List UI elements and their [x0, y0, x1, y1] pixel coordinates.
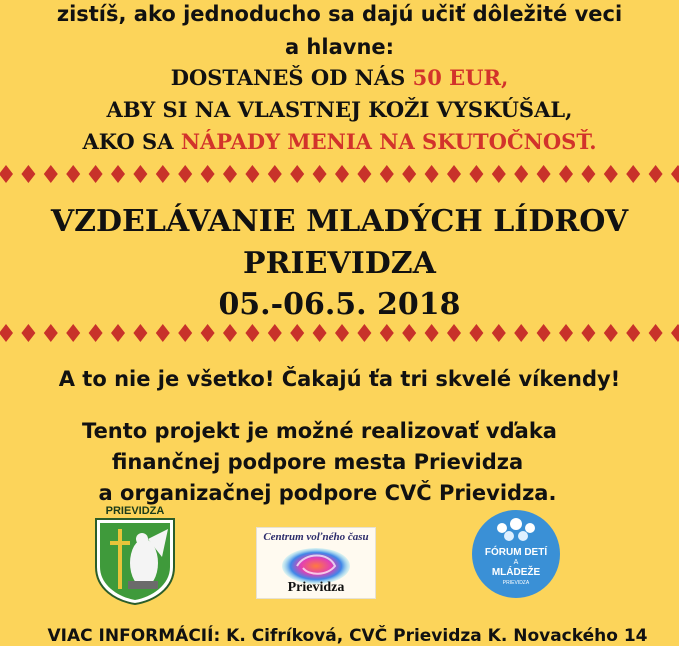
diamond-icon: [156, 165, 170, 183]
diamond-icon: [268, 165, 282, 183]
diamond-icon: [626, 165, 640, 183]
diamond-icon: [44, 165, 58, 183]
diamond-icon: [380, 165, 394, 183]
diamond-icon: [626, 324, 640, 342]
diamond-icon: [469, 165, 483, 183]
diamond-icon: [357, 165, 371, 183]
diamond-icon: [44, 324, 58, 342]
offer-line-1: [0, 65, 679, 90]
diamond-icon: [604, 165, 618, 183]
diamond-icon: [21, 324, 35, 342]
diamond-icon: [156, 324, 170, 342]
diamond-icon: [313, 324, 327, 342]
diamond-icon: [671, 165, 679, 183]
diamond-icon: [671, 324, 679, 342]
diamond-icon: [559, 324, 573, 342]
city-label: PRIEVIDZA: [105, 505, 165, 517]
diamond-icon: [581, 324, 595, 342]
prievidza-coat-of-arms-logo: [92, 505, 178, 605]
diamond-icon: [469, 324, 483, 342]
cvc-prievidza-logo: [256, 527, 376, 599]
diamond-icon: [335, 165, 349, 183]
support-line-1: Tento projekt je možné realizovať vďaka: [82, 419, 557, 443]
event-dates: 05.-06.5. 2018: [218, 287, 461, 322]
diamond-icon: [178, 324, 192, 342]
diamond-icon: [492, 165, 506, 183]
diamond-icon: [402, 324, 416, 342]
diamond-icon: [111, 165, 125, 183]
diamond-icon: [380, 324, 394, 342]
offer-line-3-text: AKO SA: [82, 129, 181, 154]
event-title: VZDELÁVANIE MLADÝCH LÍDROV: [50, 204, 629, 239]
diamond-icon: [514, 165, 528, 183]
event-city: PRIEVIDZA: [243, 246, 436, 281]
forum-line-4: PRIEVIDZA: [502, 580, 530, 586]
cvc-top-label: Centrum voľného času: [263, 531, 369, 543]
diamond-icon: [178, 165, 192, 183]
forum-deti-a-mladeze-logo: [472, 510, 560, 598]
offer-line-1-text: DOSTANEŠ OD NÁS: [170, 65, 413, 90]
diamond-icon: [402, 165, 416, 183]
diamond-icon: [581, 165, 595, 183]
diamond-icon: [537, 324, 551, 342]
diamond-icon: [492, 324, 506, 342]
offer-line-3: [0, 129, 679, 154]
intro-line-2: a hlavne:: [284, 35, 395, 59]
diamond-icon: [268, 324, 282, 342]
diamond-icon: [447, 324, 461, 342]
diamond-icon: [290, 324, 304, 342]
forum-line-1: FÓRUM DETÍ: [484, 547, 548, 558]
diamond-icon: [649, 165, 663, 183]
diamond-icon: [201, 324, 215, 342]
diamond-icon: [649, 324, 663, 342]
diamond-icon: [245, 324, 259, 342]
diamond-icon: [201, 165, 215, 183]
diamond-icon: [66, 324, 80, 342]
diamond-icon: [21, 165, 35, 183]
footer-info: VIAC INFORMÁCIÍ: K. Cifríková, CVČ Prievidza K. Novackého 14: [47, 626, 648, 646]
forum-line-3: MLÁDEŽE: [491, 567, 541, 578]
diamond-icon: [447, 165, 461, 183]
support-line-2: finančnej podpore mesta Prievidza: [111, 450, 524, 474]
diamond-icon: [89, 324, 103, 342]
diamond-icon: [245, 165, 259, 183]
offer-amount: 50 EUR,: [412, 65, 509, 90]
forum-line-2: A: [513, 559, 519, 566]
cvc-bottom-label: Prievidza: [287, 580, 345, 595]
diamond-icon: [89, 165, 103, 183]
intro-line-1: zistíš, ako jednoducho sa dajú učiť dôležité veci: [56, 2, 623, 26]
diamond-icon: [604, 324, 618, 342]
offer-line-2: ABY SI NA VLASTNEJ KOŽI VYSKÚŠAL,: [106, 97, 573, 122]
teaser-text: A to nie je všetko! Čakajú ťa tri skvelé víkendy!: [58, 367, 621, 391]
diamond-icon: [335, 324, 349, 342]
diamond-icon: [537, 165, 551, 183]
people-icon: [472, 516, 560, 546]
offer-ideas-highlight: NÁPADY MENIA NA SKUTOČNOSŤ.: [180, 129, 597, 154]
diamond-icon: [111, 324, 125, 342]
diamond-icon: [223, 324, 237, 342]
diamond-icon: [425, 324, 439, 342]
diamond-icon: [0, 324, 13, 342]
diamond-icon: [66, 165, 80, 183]
diamond-icon: [133, 165, 147, 183]
diamond-icon: [290, 165, 304, 183]
diamond-icon: [425, 165, 439, 183]
diamond-icon: [0, 165, 13, 183]
diamond-icon: [559, 165, 573, 183]
support-line-3: a organizačnej podpore CVČ Prievidza.: [98, 481, 557, 505]
diamond-divider-top: [0, 164, 679, 184]
diamond-icon: [514, 324, 528, 342]
diamond-divider-bottom: [0, 323, 679, 343]
diamond-icon: [133, 324, 147, 342]
diamond-icon: [357, 324, 371, 342]
diamond-icon: [313, 165, 327, 183]
shield-icon: [92, 517, 178, 605]
diamond-icon: [223, 165, 237, 183]
